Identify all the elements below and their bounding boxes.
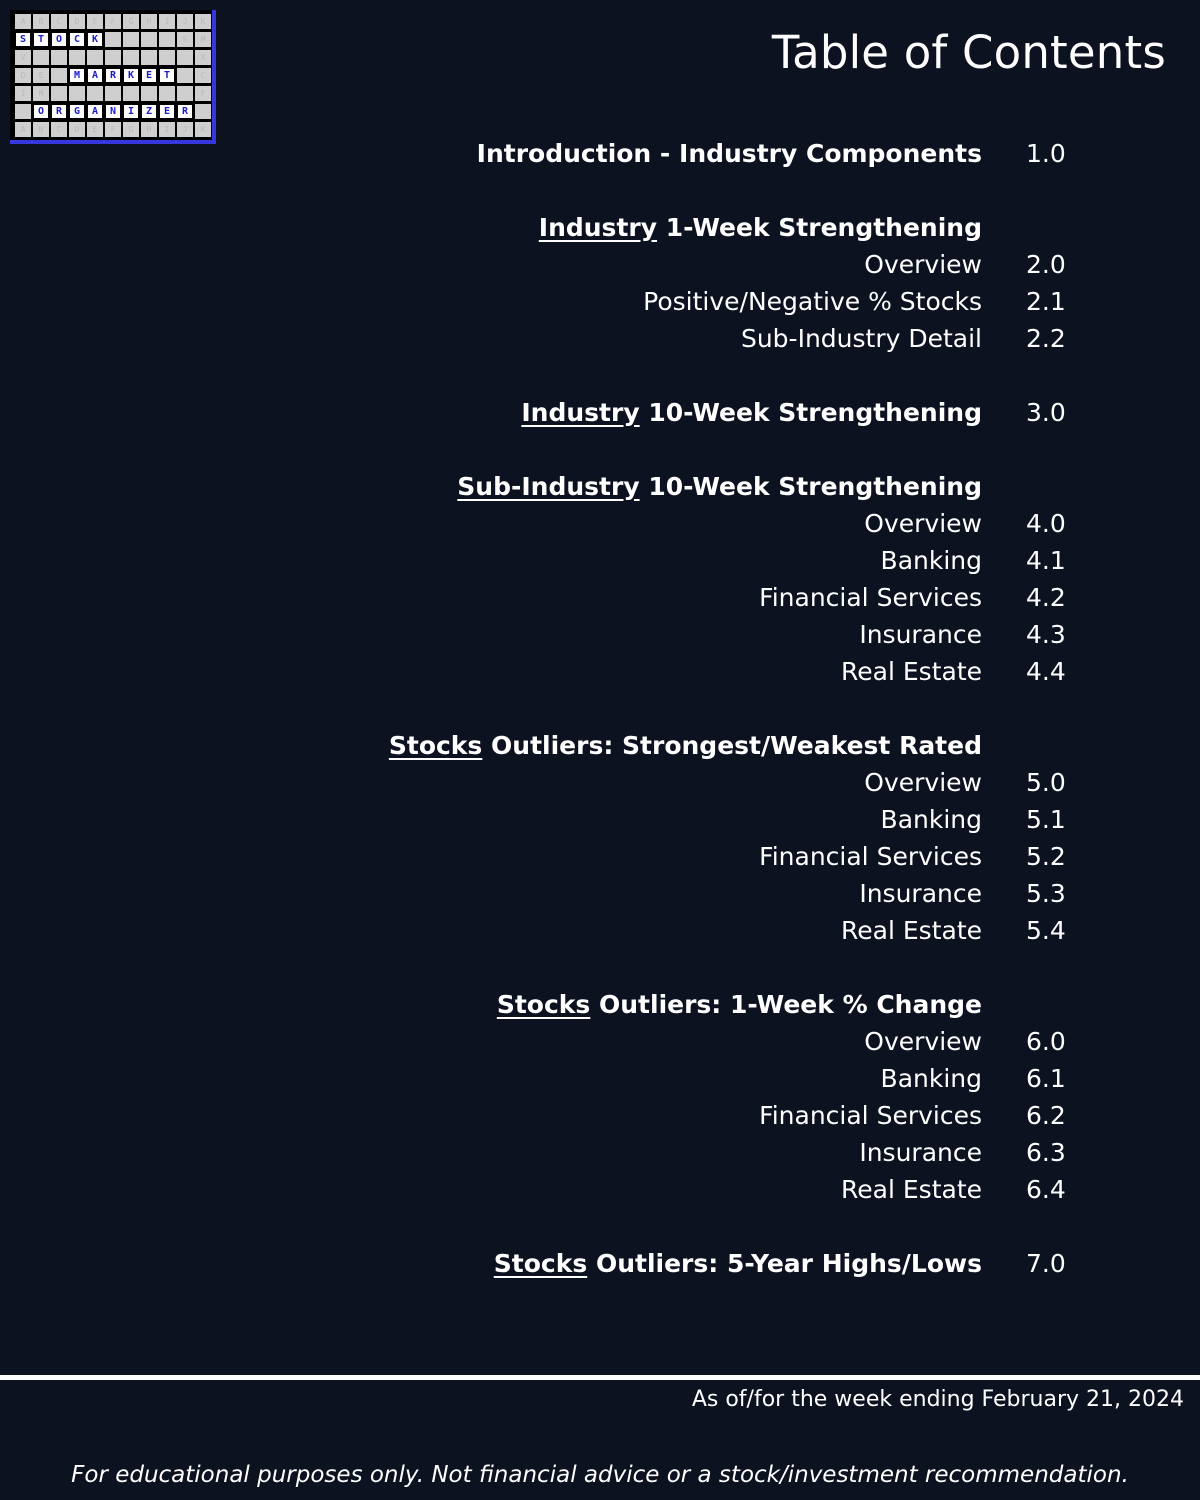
toc-heading-underlined: Stocks	[388, 731, 483, 760]
toc-label: Real Estate	[841, 1175, 982, 1204]
logo	[10, 10, 216, 144]
logo-word-letter: T	[33, 32, 49, 47]
toc-entry	[0, 764, 1200, 801]
toc-label: Positive/Negative % Stocks	[643, 287, 982, 316]
toc-heading-underlined: Industry	[521, 398, 640, 427]
toc-entry	[0, 912, 1200, 949]
logo-filler-letter	[141, 86, 157, 101]
toc-label: Insurance	[859, 879, 982, 908]
toc-section-number: 2.1	[1026, 287, 1066, 316]
logo-filler-letter: A	[15, 14, 31, 29]
logo-filler-letter	[51, 68, 67, 83]
table-of-contents	[0, 135, 1200, 1282]
toc-label	[494, 1245, 982, 1282]
logo-filler-letter	[87, 86, 103, 101]
logo-filler-letter: K	[195, 14, 211, 29]
logo-filler-letter: F	[105, 122, 121, 137]
logo-filler-letter: D	[69, 122, 85, 137]
toc-section-number: 6.2	[1026, 1101, 1066, 1130]
toc-label	[457, 468, 982, 505]
toc-label	[389, 727, 982, 764]
toc-section-heading	[0, 394, 1200, 431]
logo-filler-letter	[195, 104, 211, 119]
logo-filler-letter: J	[177, 14, 193, 29]
logo-word-letter: G	[69, 104, 85, 119]
toc-entry	[0, 542, 1200, 579]
toc-label	[497, 986, 982, 1023]
logo-filler-letter	[33, 50, 49, 65]
logo-word-letter: Z	[141, 104, 157, 119]
toc-spacer	[0, 431, 1200, 468]
as-of-date: As of/for the week ending February 21, 2024	[691, 1387, 1184, 1412]
toc-section-number: 5.3	[1026, 879, 1066, 908]
toc-label	[539, 209, 982, 246]
logo-word-letter: O	[51, 32, 67, 47]
logo-letter-grid	[13, 13, 209, 138]
logo-filler-letter	[105, 86, 121, 101]
toc-section-number: 5.0	[1026, 768, 1066, 797]
toc-heading-text: 10-Week Strengthening	[639, 398, 982, 427]
toc-heading-text: 1-Week Strengthening	[657, 213, 982, 242]
toc-label: Real Estate	[841, 657, 982, 686]
logo-filler-letter: E	[87, 14, 103, 29]
toc-section-number: 3.0	[1026, 398, 1066, 427]
logo-filler-letter: F	[195, 86, 211, 101]
logo-word-letter: S	[15, 32, 31, 47]
logo-word-letter: I	[123, 104, 139, 119]
toc-entry	[0, 1023, 1200, 1060]
toc-section-number: 6.1	[1026, 1064, 1066, 1093]
toc-section-number: 5.1	[1026, 805, 1066, 834]
footer-divider	[0, 1375, 1200, 1380]
logo-filler-letter	[159, 50, 175, 65]
toc-label: Overview	[864, 1027, 982, 1056]
logo-filler-letter	[177, 68, 193, 83]
logo-filler-letter: K	[195, 122, 211, 137]
toc-section-heading	[0, 209, 1200, 246]
logo-filler-letter	[51, 50, 67, 65]
logo-filler-letter: G	[123, 14, 139, 29]
toc-entry	[0, 320, 1200, 357]
toc-label: Overview	[864, 509, 982, 538]
toc-entry	[0, 246, 1200, 283]
toc-label: Financial Services	[759, 842, 982, 871]
toc-heading-text: Outliers: 5-Year Highs/Lows	[587, 1249, 982, 1278]
toc-spacer	[0, 172, 1200, 209]
logo-word-letter: K	[87, 32, 103, 47]
toc-spacer	[0, 357, 1200, 394]
logo-filler-letter: I	[15, 86, 31, 101]
logo-filler-letter: J	[177, 122, 193, 137]
toc-label: Banking	[880, 546, 982, 575]
logo-filler-letter: F	[105, 14, 121, 29]
toc-section-number: 4.4	[1026, 657, 1066, 686]
logo-filler-letter: A	[15, 122, 31, 137]
logo-filler-letter	[159, 86, 175, 101]
toc-entry	[0, 1171, 1200, 1208]
toc-section-number: 4.2	[1026, 583, 1066, 612]
logo-filler-letter: C	[51, 122, 67, 137]
toc-entry	[0, 579, 1200, 616]
logo-filler-letter: M	[33, 86, 49, 101]
toc-label: Overview	[864, 768, 982, 797]
logo-word-letter: A	[87, 68, 103, 83]
toc-entry	[0, 1097, 1200, 1134]
toc-label	[521, 394, 982, 431]
toc-spacer	[0, 949, 1200, 986]
toc-section-number: 2.2	[1026, 324, 1066, 353]
toc-entry	[0, 838, 1200, 875]
logo-filler-letter	[87, 50, 103, 65]
logo-filler-letter	[15, 104, 31, 119]
logo-word-letter: E	[141, 68, 157, 83]
toc-spacer	[0, 1208, 1200, 1245]
toc-label: Financial Services	[759, 583, 982, 612]
toc-label: Banking	[880, 1064, 982, 1093]
logo-filler-letter: S	[177, 32, 193, 47]
toc-label: Sub-Industry Detail	[740, 324, 982, 353]
logo-filler-letter	[123, 50, 139, 65]
logo-filler-letter: V	[15, 50, 31, 65]
toc-heading-underlined: Industry	[538, 213, 658, 242]
logo-word-letter: C	[69, 32, 85, 47]
logo-filler-letter	[141, 32, 157, 47]
toc-label: Insurance	[859, 1138, 982, 1167]
logo-filler-letter: C	[51, 14, 67, 29]
logo-filler-letter: E	[87, 122, 103, 137]
logo-filler-letter: D	[69, 14, 85, 29]
logo-filler-letter: E	[33, 68, 49, 83]
toc-section-number: 4.3	[1026, 620, 1066, 649]
toc-entry	[0, 653, 1200, 690]
toc-spacer	[0, 690, 1200, 727]
toc-section-number: 6.4	[1026, 1175, 1066, 1204]
toc-entry	[0, 283, 1200, 320]
toc-section-number: 4.0	[1026, 509, 1066, 538]
toc-heading-text: 10-Week Strengthening	[639, 472, 982, 501]
toc-heading-underlined: Stocks	[496, 990, 591, 1019]
logo-word-letter: R	[105, 68, 121, 83]
toc-label	[477, 135, 982, 172]
logo-filler-letter	[51, 86, 67, 101]
logo-filler-letter: I	[159, 122, 175, 137]
logo-filler-letter: M	[195, 32, 211, 47]
logo-frame	[10, 10, 212, 140]
logo-filler-letter: X	[195, 50, 211, 65]
logo-filler-letter: I	[159, 14, 175, 29]
logo-filler-letter: H	[141, 122, 157, 137]
logo-word-letter: O	[33, 104, 49, 119]
logo-filler-letter: H	[141, 14, 157, 29]
toc-heading-text: Outliers: 1-Week % Change	[590, 990, 982, 1019]
toc-section-heading	[0, 986, 1200, 1023]
page-title: Table of Contents	[771, 26, 1166, 79]
toc-section-number: 1.0	[1026, 139, 1066, 168]
toc-label: Financial Services	[759, 1101, 982, 1130]
logo-word-letter: R	[51, 104, 67, 119]
toc-section-number: 5.2	[1026, 842, 1066, 871]
logo-filler-letter	[141, 50, 157, 65]
toc-section-heading	[0, 1245, 1200, 1282]
logo-filler-letter	[177, 86, 193, 101]
logo-filler-letter	[69, 86, 85, 101]
toc-label: Overview	[864, 250, 982, 279]
toc-entry	[0, 875, 1200, 912]
logo-filler-letter	[177, 50, 193, 65]
toc-section-number: 7.0	[1026, 1249, 1066, 1278]
logo-filler-letter	[123, 86, 139, 101]
toc-entry	[0, 616, 1200, 653]
toc-entry	[0, 1134, 1200, 1171]
toc-section-heading	[0, 135, 1200, 172]
logo-filler-letter: D	[15, 68, 31, 83]
logo-filler-letter: B	[33, 14, 49, 29]
logo-word-letter: R	[177, 104, 193, 119]
toc-entry	[0, 801, 1200, 838]
logo-word-letter: N	[105, 104, 121, 119]
toc-section-number: 5.4	[1026, 916, 1066, 945]
toc-section-heading	[0, 468, 1200, 505]
logo-word-letter: K	[123, 68, 139, 83]
toc-label: Real Estate	[841, 916, 982, 945]
toc-section-heading	[0, 727, 1200, 764]
toc-label: Banking	[880, 805, 982, 834]
logo-filler-letter	[105, 32, 121, 47]
toc-heading-text: Outliers: Strongest/Weakest Rated	[482, 731, 982, 760]
toc-entry	[0, 1060, 1200, 1097]
logo-filler-letter	[159, 32, 175, 47]
logo-word-letter: E	[159, 104, 175, 119]
logo-filler-letter	[123, 32, 139, 47]
logo-word-letter: A	[87, 104, 103, 119]
toc-entry	[0, 505, 1200, 542]
logo-filler-letter: C	[195, 68, 211, 83]
toc-heading-underlined: Sub-Industry	[457, 472, 640, 501]
toc-section-number: 6.0	[1026, 1027, 1066, 1056]
logo-word-letter: M	[69, 68, 85, 83]
logo-filler-letter: B	[33, 122, 49, 137]
toc-section-number: 6.3	[1026, 1138, 1066, 1167]
logo-filler-letter: G	[123, 122, 139, 137]
toc-section-number: 4.1	[1026, 546, 1066, 575]
logo-filler-letter	[69, 50, 85, 65]
logo-word-letter: T	[159, 68, 175, 83]
disclaimer: For educational purposes only. Not financial advice or a stock/investment recommendation.	[71, 1462, 1129, 1488]
toc-section-number: 2.0	[1026, 250, 1066, 279]
logo-filler-letter	[105, 50, 121, 65]
toc-heading-underlined: Stocks	[493, 1249, 588, 1278]
toc-label: Insurance	[859, 620, 982, 649]
toc-heading-text: Introduction - Industry Components	[476, 139, 982, 168]
